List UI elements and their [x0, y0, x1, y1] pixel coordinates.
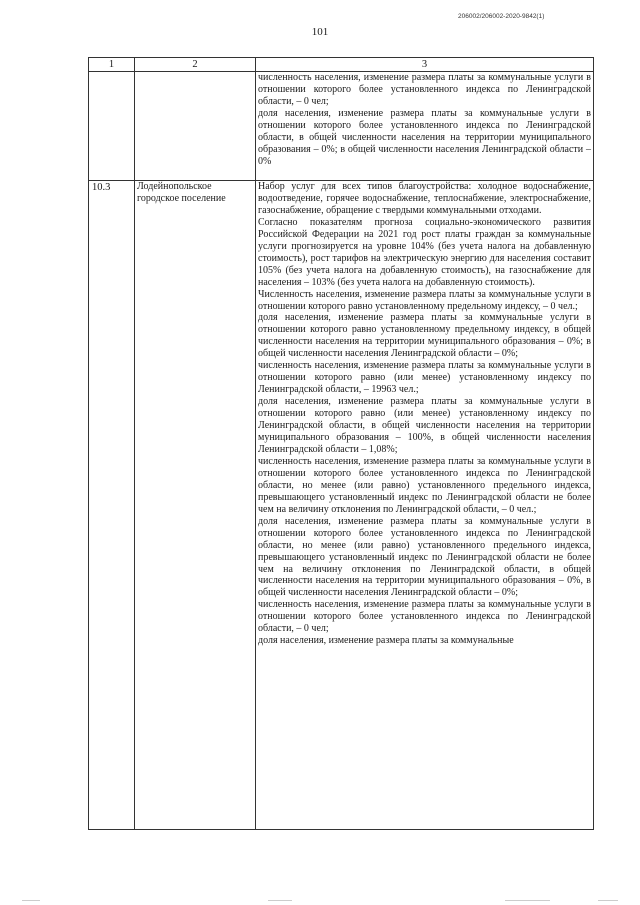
row-content	[256, 72, 594, 181]
content-paragraph: численность населения, изменение размера платы за коммунальные услуги в отношении которого более установленного индекса по Ленинградской области, но менее (или равно) установленного предельного индекса, превышающего установленный индекс по Ленинградской области не более чем на величину отклонения по Ленинградской области, – 0 чел.;	[258, 455, 591, 515]
content-paragraph: Численность населения, изменение размера платы за коммунальные услуги в отношении которого равно установленному предельному индексу, – 0 чел.;	[258, 288, 591, 312]
page-number: 101	[311, 26, 329, 38]
content-paragraph: Согласно показателям прогноза социально-экономического развития Российской Федерации на 2021 год рост платы граждан за коммунальные услуги прогнозируется на уровне 104% (без учета налога на добавленную стоимость), рост тарифов на электрическую энергию для населения составит 105% (без учета налога на добавленную стоимость), на газоснабжение для населения – 103% (без учета налога на добавленную стоимость).	[258, 216, 591, 288]
row-number	[89, 72, 135, 181]
scan-edge-marks	[0, 899, 640, 903]
row-number: 10.3	[89, 181, 135, 830]
table-row	[89, 72, 594, 181]
settlement-name	[135, 72, 256, 181]
column-header-2: 2	[135, 58, 256, 72]
document-code: 206002/206002-2020-9842(1)	[458, 13, 545, 20]
content-paragraph: доля населения, изменение размера платы за коммунальные услуги в отношении которого равно установленному предельному индексу, в общей численности населения на территории муниципального образования – 0%; в общей численности населения Ленинградской области – 0%;	[258, 312, 591, 360]
settlement-name: Лодейнопольское городское поселение	[135, 181, 256, 830]
row-content	[256, 181, 594, 830]
column-header-1: 1	[89, 58, 135, 72]
content-paragraph: доля населения, изменение размера платы за коммунальные услуги в отношении которого более установленного индекса по Ленинградской области, в общей численности населения на территории муниципального образования – 0%; в общей численности населения Ленинградской области – 0%	[258, 107, 591, 167]
table-row	[89, 181, 594, 830]
content-paragraph: численность населения, изменение размера платы за коммунальные услуги в отношении которого равно (или менее) установленному индексу по Ленинградской области, – 19963 чел.;	[258, 360, 591, 396]
content-paragraph: доля населения, изменение размера платы за коммунальные	[258, 635, 514, 647]
column-header-3: 3	[256, 58, 594, 72]
content-paragraph: доля населения, изменение размера платы за коммунальные услуги в отношении которого более установленного индекса по Ленинградской области, но менее (или равно) установленного предельного индекса, превышающего установленный индекс по Ленинградской области не более чем на величину отклонения по Ленинградской области, в общей численности населения на территории муниципального образования – 0%, в общей численности населения Ленинградской области – 0%;	[258, 515, 591, 599]
document-table	[88, 57, 594, 830]
content-paragraph: численность населения, изменение размера платы за коммунальные услуги в отношении которого более установленного индекса по Ленинградской области, – 0 чел;	[258, 72, 591, 107]
table-header-row	[89, 58, 594, 72]
content-paragraph: численность населения, изменение размера платы за коммунальные услуги в отношении которого более установленного индекса по Ленинградской области, – 0 чел;	[258, 599, 591, 635]
content-paragraph: доля населения, изменение размера платы за коммунальные услуги в отношении которого равно (или менее) установленному индексу по Ленинградской области, в общей численности населения на территории муниципального образования – 100%, в общей численности населения Ленинградской области – 1,08%;	[258, 396, 591, 455]
content-paragraph: Набор услуг для всех типов благоустройства: холодное водоснабжение, водоотведение, горячее водоснабжение, теплоснабжение, электроснабжение, газоснабжение, обращение с твердыми коммунальными отходами.	[258, 181, 591, 216]
